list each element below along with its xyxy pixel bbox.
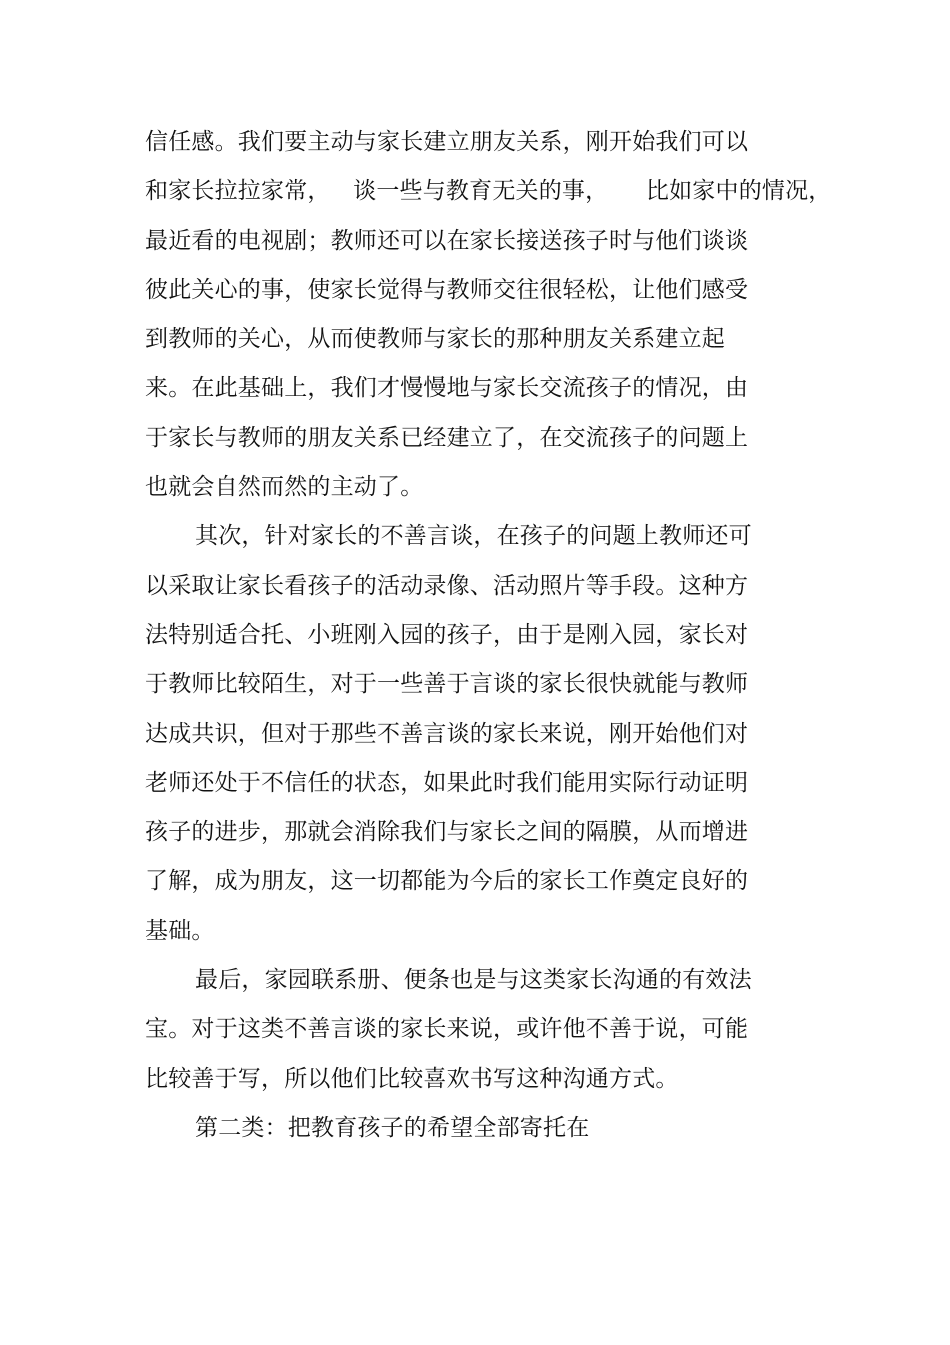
text-line: 彼此关心的事，使家长觉得与教师交往很轻松，让他们感受 [145,276,749,303]
text-line: 来。在此基础上，我们才慢慢地与家长交流孩子的情况，由 [145,375,749,402]
text-line: 孩子的进步，那就会消除我们与家长之间的隔膜，从而增进 [145,819,749,846]
text-line: 也就会自然而然的主动了。 [145,474,424,501]
text-line: 于教师比较陌生，对于一些善于言谈的家长很快就能与教师 [145,671,749,698]
text-line: 宝。对于这类不善言谈的家长来说，或许他不善于说，可能 [145,1016,749,1043]
text-line: 达成共识，但对于那些不善言谈的家长来说，刚开始他们对 [145,720,749,747]
paragraph-start-line: 其次，针对家长的不善言谈，在孩子的问题上教师还可 [195,523,752,550]
text-line: 信任感。我们要主动与家长建立朋友关系，刚开始我们可以 [145,129,749,155]
text-line: 以采取让家长看孩子的活动录像、活动照片等手段。这种方 [145,572,749,599]
text-line: 最近看的电视剧；教师还可以在家长接送孩子时与他们谈谈 [145,227,749,254]
text-line: 了解，成为朋友，这一切都能为今后的家长工作奠定良好的 [145,868,749,895]
text-line: 基础。 [145,917,215,944]
text-line: 老师还处于不信任的状态，如果此时我们能用实际行动证明 [145,769,749,796]
section-heading-line: 第二类：把教育孩子的希望全部寄托在 [195,1114,590,1141]
text-line: 到教师的关心，从而使教师与家长的那种朋友关系建立起 [145,326,725,353]
text-line: 于家长与教师的朋友关系已经建立了，在交流孩子的问题上 [145,424,749,451]
text-line: 比较善于写，所以他们比较喜欢书写这种沟通方式。 [145,1065,679,1092]
text-line: 法特别适合托、小班刚入园的孩子，由于是刚入园，家长对 [145,621,749,648]
body-text [145,124,845,1159]
text-line: 和家长拉拉家常， 谈一些与教育无关的事， 比如家中的情况， [145,178,832,205]
paragraph-start-line: 最后，家园联系册、便条也是与这类家长沟通的有效法 [195,967,752,994]
